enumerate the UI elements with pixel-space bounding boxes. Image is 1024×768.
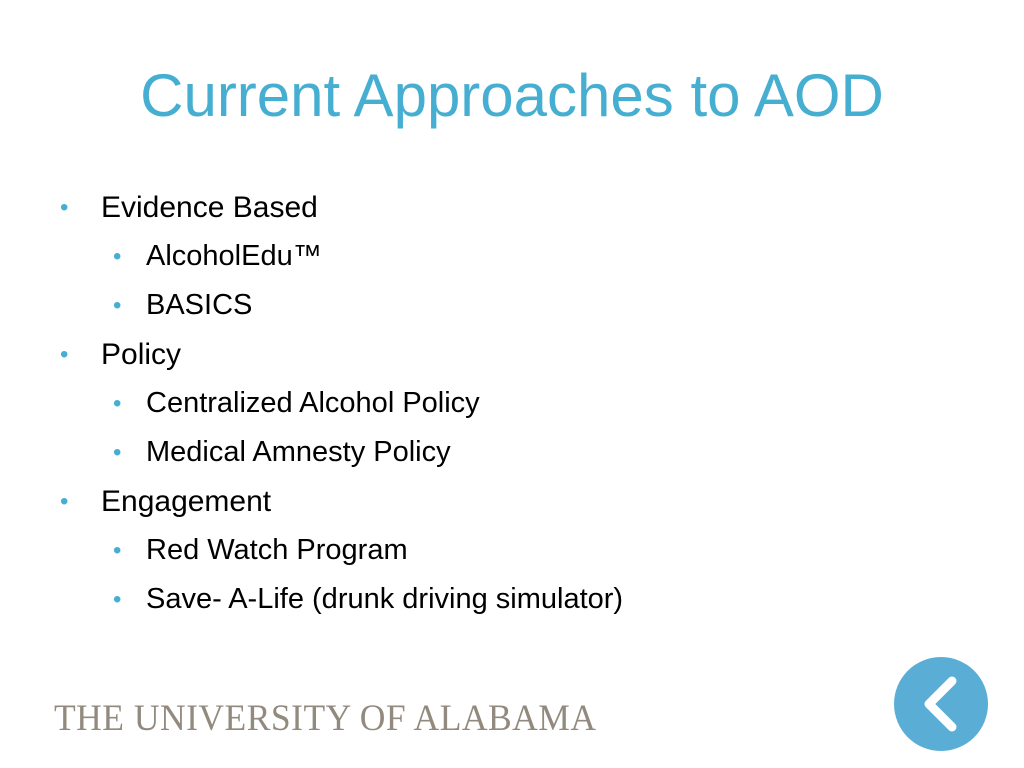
bullet-icon: •: [113, 390, 122, 417]
bullet-icon: •: [113, 439, 122, 466]
bullet-icon: •: [60, 488, 69, 515]
bullet-item: [58, 477, 623, 526]
sub-bullet-item: [58, 232, 623, 281]
bullet-icon: •: [60, 341, 69, 368]
sub-bullet-item: [58, 379, 623, 428]
sub-bullet-item: [58, 575, 623, 624]
bullet-item: [58, 330, 623, 379]
sub-bullet-item: [58, 526, 623, 575]
bullet-icon: •: [113, 586, 122, 613]
slide-title: Current Approaches to AOD: [140, 62, 884, 129]
bullet-text: Policy: [101, 338, 182, 371]
bullet-icon: •: [60, 194, 69, 221]
chevron-left-icon: [894, 657, 988, 751]
university-logo: THE UNIVERSITY OF ALABAMA: [54, 698, 597, 739]
bullet-text: Evidence Based: [101, 191, 318, 224]
bullet-item: [58, 183, 623, 232]
back-button[interactable]: [894, 657, 988, 751]
bullet-text: BASICS: [146, 289, 253, 321]
bullet-text: Centralized Alcohol Policy: [146, 387, 480, 419]
bullet-text: Medical Amnesty Policy: [146, 436, 451, 468]
bullet-list: [58, 183, 623, 624]
bullet-text: AlcoholEdu™: [146, 240, 322, 272]
bullet-text: Save- A-Life (drunk driving simulator): [146, 583, 624, 615]
bullet-text: Engagement: [101, 485, 272, 518]
bullet-icon: •: [113, 243, 122, 270]
bullet-icon: •: [113, 292, 122, 319]
bullet-text: Red Watch Program: [146, 534, 408, 566]
sub-bullet-item: [58, 281, 623, 330]
sub-bullet-item: [58, 428, 623, 477]
bullet-icon: •: [113, 537, 122, 564]
